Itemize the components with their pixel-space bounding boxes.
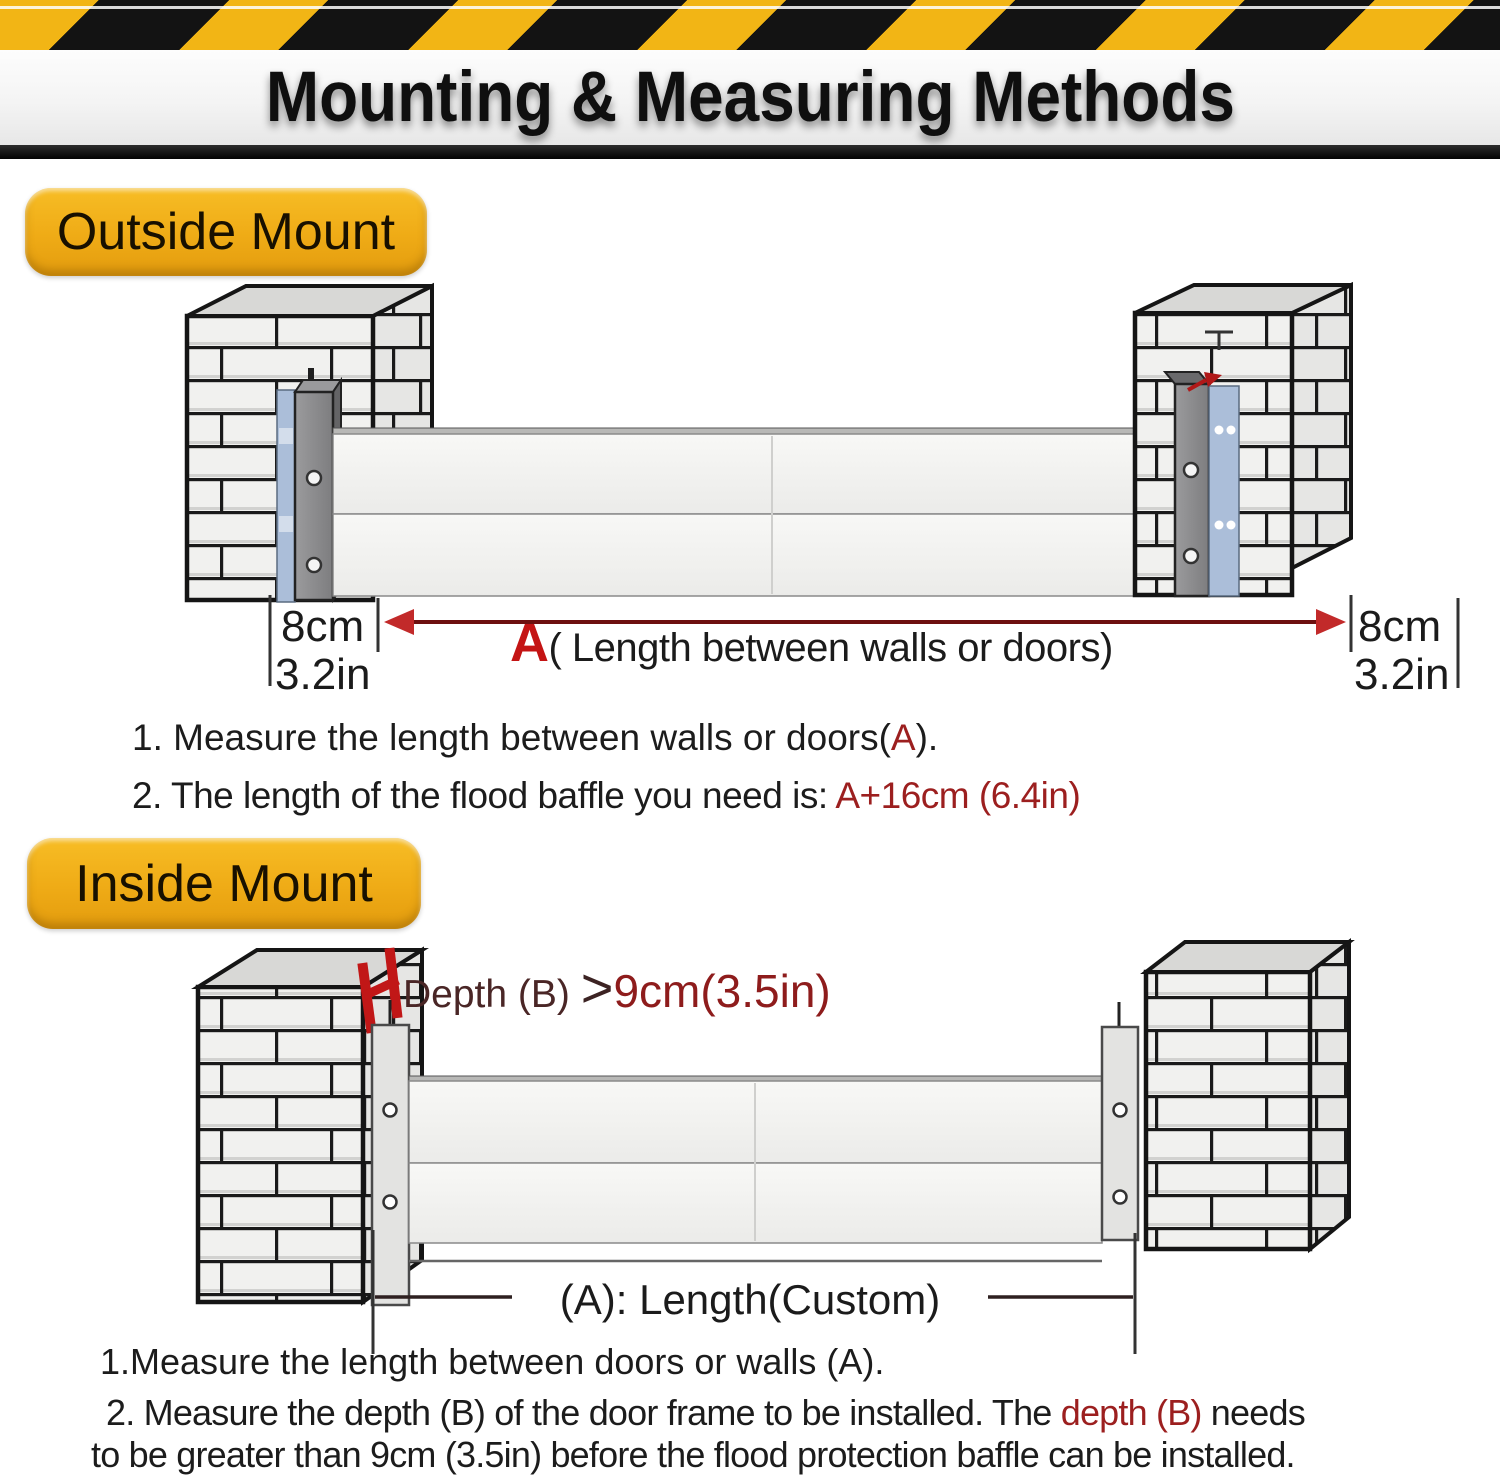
flood-barrier [409, 1076, 1102, 1261]
pillar-front-face [1146, 972, 1310, 1249]
hazard-stripe-banner [0, 0, 1500, 50]
dimension-arrowhead-right [1316, 609, 1346, 635]
seal-strip-dot [1215, 426, 1224, 435]
barrier-top-rim [333, 428, 1177, 434]
flood-barrier-panel [333, 514, 1177, 596]
seal-strip-dot [1227, 426, 1236, 435]
inside-dimension-annotation [373, 1230, 1135, 1354]
screw-hole [1184, 463, 1198, 477]
screw-hole [1114, 1104, 1127, 1117]
custom-length-label: (A): Length(Custom) [559, 1276, 941, 1323]
dim-left-in-label: 3.2in [275, 650, 371, 699]
dimension-arrowhead-left [384, 609, 414, 635]
inside-mount-diagram [0, 930, 1500, 1360]
inside-right-pillar [1146, 942, 1349, 1249]
title-banner [0, 50, 1500, 145]
inside-left-channel [372, 1000, 409, 1305]
inside-mount-badge-label: Inside Mount [75, 854, 373, 913]
seal-strip-pad [279, 516, 293, 532]
seal-strip-pad [279, 428, 293, 444]
seal-strip-dot [1227, 521, 1236, 530]
pillar-top-face [1146, 942, 1349, 972]
length-label-a: A [510, 613, 549, 673]
page-title: Mounting & Measuring Methods [265, 58, 1235, 137]
flood-barrier [333, 428, 1177, 596]
outside-dimension-annotation [270, 595, 1458, 699]
screw-hole [384, 1104, 397, 1117]
right-seal-strip [1209, 386, 1239, 596]
inside-right-channel [1102, 1002, 1138, 1240]
inside-step-2-continued: to be greater than 9cm (3.5in) before the flood protection baffle can be installed. [91, 1434, 1295, 1475]
screw-hole [307, 471, 321, 485]
header-divider-bar [0, 145, 1500, 159]
inside-step-1: 1.Measure the length between doors or walls (A). [100, 1341, 885, 1382]
pillar-side-face [1292, 285, 1351, 568]
screw-hole [1184, 549, 1198, 563]
outside-right-pillar [1135, 285, 1351, 595]
depth-label: Depth (B) [403, 973, 581, 1016]
screw-hole [307, 558, 321, 572]
length-label-text: ( Length between walls or doors) [548, 626, 1113, 670]
flood-barrier-panel [333, 434, 1177, 514]
step-highlight: A+16cm (6.4in) [835, 775, 1081, 816]
outside-mount-diagram [0, 280, 1500, 700]
outside-step-2: 2. The length of the flood baffle you need is: A+16cm (6.4in) [132, 775, 1081, 816]
dim-right-in-label: 3.2in [1354, 650, 1450, 699]
left-seal-strip [277, 390, 295, 602]
inside-mount-badge [27, 838, 421, 929]
dim-left-cm-label: 8cm [281, 602, 365, 651]
depth-value: 9cm(3.5in) [613, 965, 831, 1017]
pillar-front-face [198, 987, 363, 1302]
pillar-side-face [1310, 942, 1349, 1249]
depth-annotation [403, 956, 831, 1019]
outside-step-1: 1. Measure the length between walls or doors(A). [132, 717, 939, 758]
screw-hole [1114, 1191, 1127, 1204]
dim-right-cm-label: 8cm [1358, 602, 1442, 651]
inside-step-2: 2. Measure the depth (B) of the door frame to be installed. The depth (B) needs [106, 1392, 1305, 1433]
seal-strip-dot [1215, 521, 1224, 530]
greater-than-sign: > [580, 956, 614, 1019]
outside-mount-badge-label: Outside Mount [56, 203, 396, 261]
step-highlight: depth (B) [1060, 1392, 1202, 1433]
step-highlight: A [890, 717, 916, 758]
outside-mount-badge [25, 188, 427, 276]
screw-hole [384, 1196, 397, 1209]
hazard-stripe-highlight [0, 6, 1500, 9]
